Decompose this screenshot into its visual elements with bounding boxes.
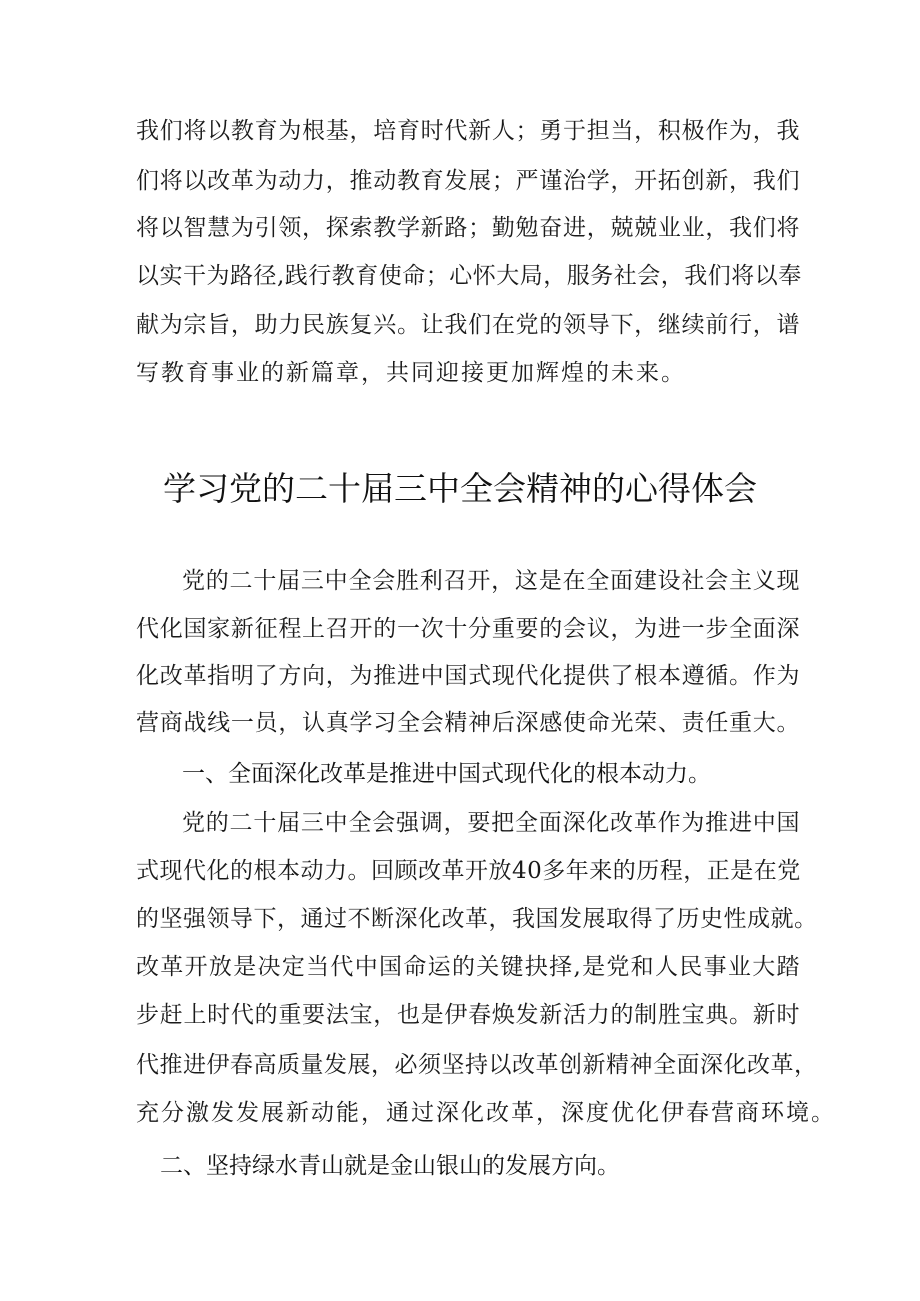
text-line: 们将以改革为动力，推动教育发展；严谨治学，开拓创新，我们 [136, 168, 800, 194]
text-line: 充分激发发展新动能，通过深化改革，深度优化伊春营商环境。 [136, 1100, 836, 1126]
text-line: 党的二十届三中全会胜利召开，这是在全面建设社会主义现 [182, 568, 800, 594]
text-line: 的坚强领导下，通过不断深化改革，我国发展取得了历史性成就。 [136, 906, 818, 932]
text-line: 我们将以教育为根基，培育时代新人；勇于担当，积极作为，我 [136, 118, 800, 144]
section-heading-1: 一、全面深化改革是推进中国式现代化的根本动力。 [182, 761, 711, 787]
text-line: 化改革指明了方向，为推进中国式现代化提供了根本遵循。作为 [136, 663, 800, 689]
text-line: 式现代化的根本动力。回顾改革开放40多年来的历程，正是在党 [136, 858, 801, 884]
text-line: 以实干为路径,践行教育使命；心怀大局，服务社会，我们将以奉 [136, 263, 802, 289]
text-line: 党的二十届三中全会强调，要把全面深化改革作为推进中国 [182, 810, 800, 836]
text-line: 代化国家新征程上召开的一次十分重要的会议，为进一步全面深 [136, 616, 800, 642]
text-line: 写教育事业的新篇章，共同迎接更加辉煌的未来。 [136, 360, 686, 386]
text-line: 代推进伊春高质量发展，必须坚持以改革创新精神全面深化改革， [136, 1052, 818, 1078]
text-line: 将以智慧为引领，探索教学新路；勤勉奋进，兢兢业业，我们将 [136, 215, 800, 241]
text-line: 营商战线一员，认真学习全会精神后深感使命光荣、责任重大。 [136, 710, 800, 736]
text-line: 步赶上时代的重要法宝，也是伊春焕发新活力的制胜宝典。新时 [136, 1002, 800, 1028]
text-line: 献为宗旨，助力民族复兴。让我们在党的领导下，继续前行，谱 [136, 312, 800, 338]
article-title: 学习党的二十届三中全会精神的心得体会 [163, 469, 757, 508]
text-line: 改革开放是决定当代中国命运的关键抉择,是党和人民事业大踏 [136, 954, 800, 980]
section-heading-2: 二、坚持绿水青山就是金山银山的发展方向。 [160, 1153, 620, 1179]
